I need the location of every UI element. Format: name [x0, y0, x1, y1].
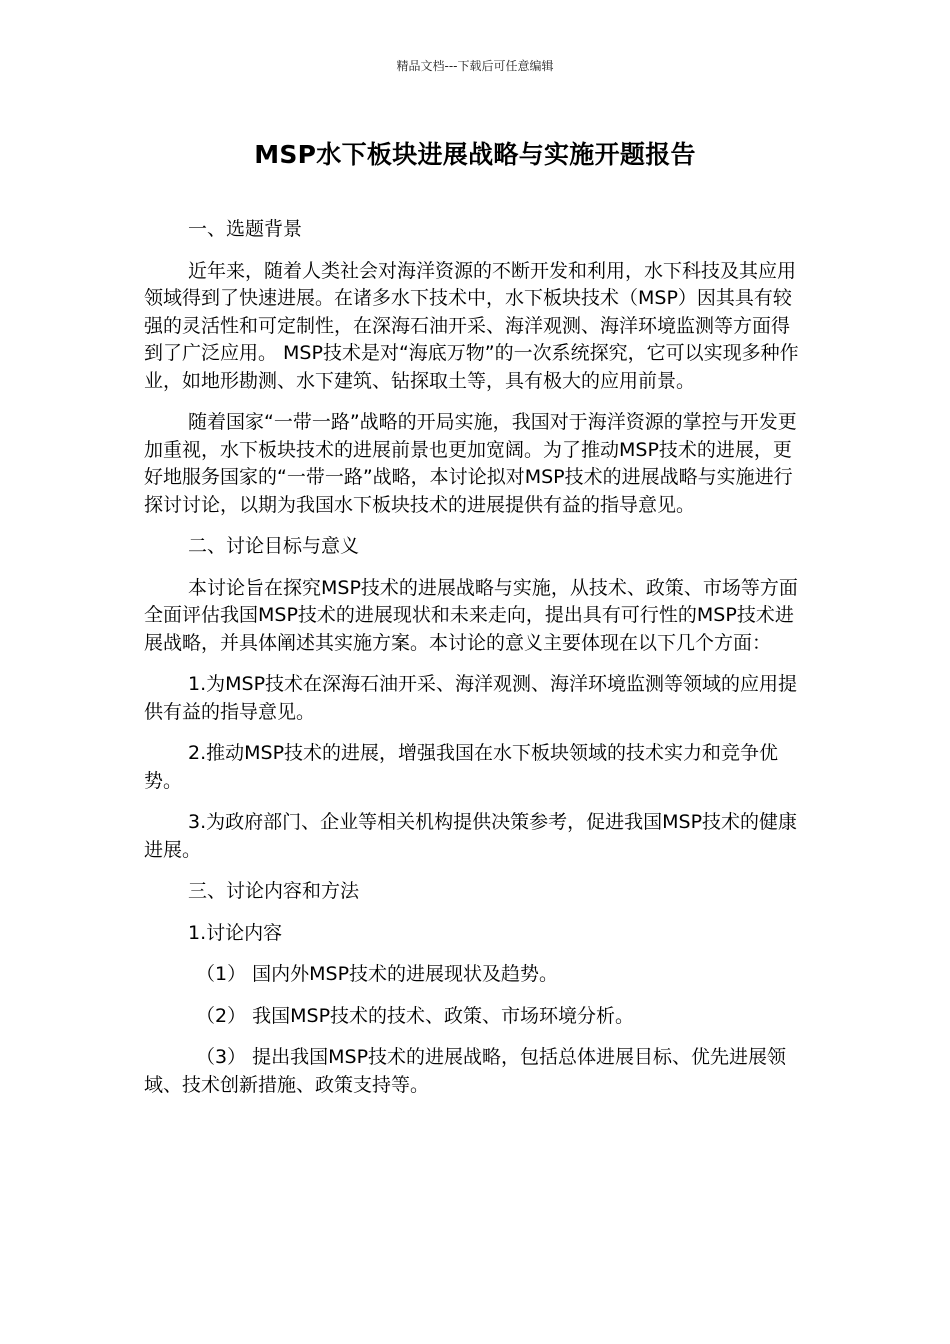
- section-2-heading: 二、讨论目标与意义: [188, 535, 360, 557]
- section-3-list-item-2: （2） 我国MSP技术的技术、政策、市场环境分析。: [196, 1004, 635, 1027]
- document-title: MSP水下板块进展战略与实施开题报告: [254, 140, 696, 169]
- section-2-list-item-1: 1.为MSP技术在深海石油开采、海洋观测、海洋环境监测等领域的应用提供有益的指导意见。: [144, 673, 798, 723]
- section-2-paragraph-1: 本讨论旨在探究MSP技术的进展战略与实施，从技术、政策、市场等方面全面评估我国MSP技术的进展现状和未来走向，提出具有可行性的MSP技术进展战略，并具体阐述其实施方案。本讨论的意义主要体现在以下几个方面：: [144, 576, 798, 654]
- section-2-list-item-2: 2.推动MSP技术的进展，增强我国在水下板块领域的技术实力和竞争优势。: [144, 742, 779, 792]
- section-3-heading: 三、讨论内容和方法: [188, 880, 360, 902]
- section-1-paragraph-1: 近年来，随着人类社会对海洋资源的不断开发和利用，水下科技及其应用领域得到了快速进展。在诸多水下技术中，水下板块技术（MSP）因其具有较强的灵活性和可定制性，在深海石油开采、海洋观测、海洋环境监测等方面得到了广泛应用。 MSP技术是对“海底万物”的一次系统探究，它可以实现多种作业，如地形勘测、水下建筑、钻探取土等，具有极大的应用前景。: [144, 259, 799, 392]
- document-body: [144, 216, 806, 1113]
- section-3-subheading: 1.讨论内容: [188, 921, 283, 944]
- page-header: 精品文档---下载后可任意编辑: [396, 59, 554, 73]
- section-3-list-item-1: （1） 国内外MSP技术的进展现状及趋势。: [196, 963, 559, 985]
- section-1-heading: 一、选题背景: [188, 218, 303, 240]
- section-3-list-item-3: （3） 提出我国MSP技术的进展战略，包括总体进展目标、优先进展领域、技术创新措施、政策支持等。: [144, 1046, 787, 1096]
- section-1-paragraph-2: 随着国家“一带一路”战略的开局实施，我国对于海洋资源的掌控与开发更加重视，水下板块技术的进展前景也更加宽阔。为了推动MSP技术的进展，更好地服务国家的“一带一路”战略，本讨论拟对MSP技术的进展战略与实施进行探讨讨论，以期为我国水下板块技术的进展提供有益的指导意见。: [144, 411, 797, 516]
- section-2-list-item-3: 3.为政府部门、企业等相关机构提供决策参考，促进我国MSP技术的健康进展。: [144, 811, 798, 861]
